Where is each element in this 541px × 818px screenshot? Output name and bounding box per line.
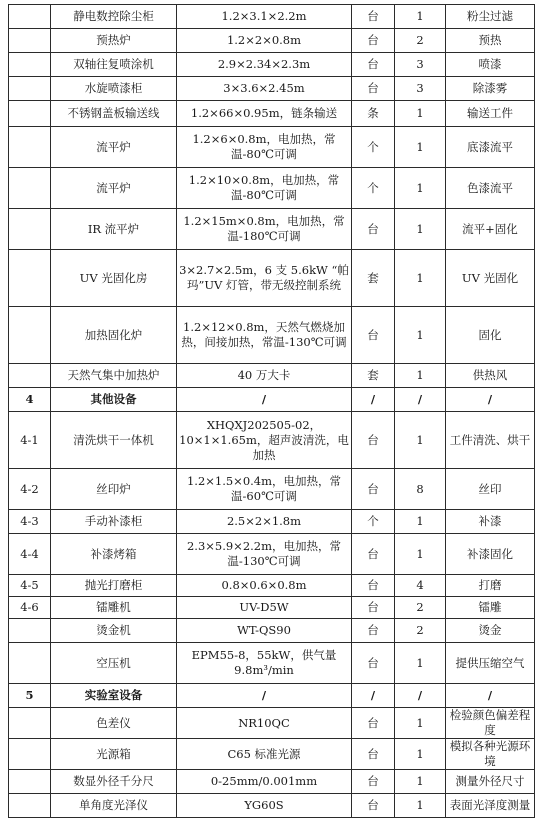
table-row xyxy=(9,643,535,684)
section-row xyxy=(9,684,535,708)
cell-use: 底漆流平 xyxy=(446,127,535,168)
cell-spec: UV-D5W xyxy=(177,597,352,619)
cell-unit: 台 xyxy=(352,794,395,818)
cell-unit: 台 xyxy=(352,643,395,684)
section-row xyxy=(9,388,535,412)
cell-qty: 1 xyxy=(395,101,446,127)
cell-no: 4-6 xyxy=(9,597,51,619)
cell-use: 丝印 xyxy=(446,469,535,510)
cell-use: / xyxy=(446,684,535,708)
cell-no: 4-5 xyxy=(9,575,51,597)
cell-use: 预热 xyxy=(446,29,535,53)
cell-spec: NR10QC xyxy=(177,708,352,739)
cell-no xyxy=(9,619,51,643)
cell-name: 烫金机 xyxy=(51,619,177,643)
cell-qty: 3 xyxy=(395,77,446,101)
cell-use: 喷漆 xyxy=(446,53,535,77)
table-row xyxy=(9,469,535,510)
cell-unit: 台 xyxy=(352,209,395,250)
cell-no xyxy=(9,168,51,209)
table-row xyxy=(9,364,535,388)
cell-use: 补漆固化 xyxy=(446,534,535,575)
cell-name: 双轴往复喷涂机 xyxy=(51,53,177,77)
cell-name: 其他设备 xyxy=(51,388,177,412)
cell-no xyxy=(9,739,51,770)
cell-name: 丝印炉 xyxy=(51,469,177,510)
cell-unit: 台 xyxy=(352,575,395,597)
cell-no: 4 xyxy=(9,388,51,412)
cell-unit: 台 xyxy=(352,5,395,29)
table-row xyxy=(9,534,535,575)
table-row xyxy=(9,575,535,597)
cell-no xyxy=(9,127,51,168)
cell-use: / xyxy=(446,388,535,412)
cell-name: 不锈钢盖板输送线 xyxy=(51,101,177,127)
cell-no xyxy=(9,29,51,53)
cell-unit: 套 xyxy=(352,364,395,388)
cell-qty: 2 xyxy=(395,29,446,53)
cell-qty: 1 xyxy=(395,770,446,794)
table-row xyxy=(9,619,535,643)
cell-qty: 1 xyxy=(395,5,446,29)
cell-name: 天然气集中加热炉 xyxy=(51,364,177,388)
cell-unit: 个 xyxy=(352,127,395,168)
cell-name: 镭雕机 xyxy=(51,597,177,619)
cell-use: 固化 xyxy=(446,307,535,364)
cell-spec: 0-25mm/0.001mm xyxy=(177,770,352,794)
table-row xyxy=(9,101,535,127)
cell-spec: 1.2×3.1×2.2m xyxy=(177,5,352,29)
cell-no xyxy=(9,307,51,364)
cell-qty: 1 xyxy=(395,739,446,770)
cell-spec: 0.8×0.6×0.8m xyxy=(177,575,352,597)
cell-use: 表面光泽度测量 xyxy=(446,794,535,818)
cell-use: 检验颜色偏差程度 xyxy=(446,708,535,739)
table-row xyxy=(9,5,535,29)
cell-use: 粉尘过滤 xyxy=(446,5,535,29)
cell-spec: 3×2.7×2.5m，6 支 5.6kW “帕玛”UV 灯管，带无级控制系统 xyxy=(177,250,352,307)
cell-no: 4-2 xyxy=(9,469,51,510)
cell-name: 手动补漆柜 xyxy=(51,510,177,534)
cell-qty: 3 xyxy=(395,53,446,77)
cell-spec: 1.2×10×0.8m，电加热，常温-80℃可调 xyxy=(177,168,352,209)
cell-qty: 1 xyxy=(395,307,446,364)
cell-use: 供热风 xyxy=(446,364,535,388)
cell-spec: EPM55-8，55kW，供气量 9.8m³/min xyxy=(177,643,352,684)
cell-no: 4-1 xyxy=(9,412,51,469)
cell-name: 静电数控除尘柜 xyxy=(51,5,177,29)
cell-qty: 4 xyxy=(395,575,446,597)
cell-unit: 台 xyxy=(352,534,395,575)
cell-qty: 1 xyxy=(395,209,446,250)
cell-use: 输送工件 xyxy=(446,101,535,127)
cell-spec: C65 标准光源 xyxy=(177,739,352,770)
cell-name: 数显外径千分尺 xyxy=(51,770,177,794)
cell-no: 5 xyxy=(9,684,51,708)
table-row xyxy=(9,794,535,818)
table-row xyxy=(9,209,535,250)
cell-unit: 台 xyxy=(352,53,395,77)
table-row xyxy=(9,770,535,794)
cell-unit: 台 xyxy=(352,770,395,794)
cell-unit: 台 xyxy=(352,708,395,739)
cell-use: 模拟各种光源环境 xyxy=(446,739,535,770)
cell-name: 色差仪 xyxy=(51,708,177,739)
cell-unit: 台 xyxy=(352,739,395,770)
cell-no xyxy=(9,77,51,101)
cell-spec: / xyxy=(177,684,352,708)
cell-qty: 2 xyxy=(395,619,446,643)
cell-spec: XHQXJ202505-02，10×1×1.65m，超声波清洗，电加热 xyxy=(177,412,352,469)
cell-qty: 1 xyxy=(395,168,446,209)
cell-qty: 2 xyxy=(395,597,446,619)
cell-use: UV 光固化 xyxy=(446,250,535,307)
cell-name: UV 光固化房 xyxy=(51,250,177,307)
cell-unit: 台 xyxy=(352,77,395,101)
cell-qty: 1 xyxy=(395,534,446,575)
cell-no xyxy=(9,364,51,388)
table-row xyxy=(9,29,535,53)
cell-name: 单角度光泽仪 xyxy=(51,794,177,818)
table-row xyxy=(9,510,535,534)
cell-qty: 1 xyxy=(395,708,446,739)
cell-spec: 40 万大卡 xyxy=(177,364,352,388)
cell-unit: 台 xyxy=(352,619,395,643)
table-row xyxy=(9,739,535,770)
cell-name: 抛光打磨柜 xyxy=(51,575,177,597)
cell-spec: 3×3.6×2.45m xyxy=(177,77,352,101)
cell-spec: 2.9×2.34×2.3m xyxy=(177,53,352,77)
cell-qty: 1 xyxy=(395,127,446,168)
cell-name: 清洗烘干一体机 xyxy=(51,412,177,469)
cell-use: 镭雕 xyxy=(446,597,535,619)
cell-spec: 2.5×2×1.8m xyxy=(177,510,352,534)
cell-spec: YG60S xyxy=(177,794,352,818)
table-row xyxy=(9,597,535,619)
cell-spec: / xyxy=(177,388,352,412)
cell-spec: 2.3×5.9×2.2m，电加热，常温-130℃可调 xyxy=(177,534,352,575)
cell-unit: / xyxy=(352,388,395,412)
cell-name: IR 流平炉 xyxy=(51,209,177,250)
cell-no xyxy=(9,5,51,29)
cell-name: 水旋喷漆柜 xyxy=(51,77,177,101)
table-row xyxy=(9,168,535,209)
cell-qty: 1 xyxy=(395,364,446,388)
cell-no xyxy=(9,209,51,250)
cell-use: 工件清洗、烘干 xyxy=(446,412,535,469)
cell-use: 补漆 xyxy=(446,510,535,534)
table-row xyxy=(9,708,535,739)
cell-unit: 个 xyxy=(352,168,395,209)
cell-no xyxy=(9,53,51,77)
cell-no xyxy=(9,101,51,127)
cell-qty: 1 xyxy=(395,250,446,307)
cell-use: 除漆雾 xyxy=(446,77,535,101)
cell-name: 加热固化炉 xyxy=(51,307,177,364)
equipment-table xyxy=(8,4,535,818)
cell-no xyxy=(9,770,51,794)
cell-spec: 1.2×6×0.8m，电加热，常温-80℃可调 xyxy=(177,127,352,168)
cell-no xyxy=(9,708,51,739)
cell-use: 色漆流平 xyxy=(446,168,535,209)
cell-name: 空压机 xyxy=(51,643,177,684)
cell-unit: 个 xyxy=(352,510,395,534)
cell-qty: 1 xyxy=(395,794,446,818)
cell-unit: 台 xyxy=(352,597,395,619)
cell-qty: 1 xyxy=(395,510,446,534)
table-row xyxy=(9,250,535,307)
cell-name: 补漆烤箱 xyxy=(51,534,177,575)
cell-spec: 1.2×66×0.95m，链条输送 xyxy=(177,101,352,127)
cell-unit: 台 xyxy=(352,412,395,469)
table-row xyxy=(9,77,535,101)
cell-use: 打磨 xyxy=(446,575,535,597)
cell-use: 测量外径尺寸 xyxy=(446,770,535,794)
cell-use: 烫金 xyxy=(446,619,535,643)
cell-spec: 1.2×15m×0.8m，电加热，常温-180℃可调 xyxy=(177,209,352,250)
cell-unit: 台 xyxy=(352,469,395,510)
cell-unit: 台 xyxy=(352,307,395,364)
cell-unit: 条 xyxy=(352,101,395,127)
cell-no xyxy=(9,794,51,818)
cell-unit: 套 xyxy=(352,250,395,307)
cell-name: 实验室设备 xyxy=(51,684,177,708)
cell-qty: 1 xyxy=(395,412,446,469)
table-row xyxy=(9,127,535,168)
cell-qty: 8 xyxy=(395,469,446,510)
cell-qty: 1 xyxy=(395,643,446,684)
cell-spec: WT-QS90 xyxy=(177,619,352,643)
cell-no xyxy=(9,643,51,684)
cell-name: 流平炉 xyxy=(51,168,177,209)
cell-unit: 台 xyxy=(352,29,395,53)
cell-use: 提供压缩空气 xyxy=(446,643,535,684)
cell-qty: / xyxy=(395,388,446,412)
cell-unit: / xyxy=(352,684,395,708)
cell-name: 光源箱 xyxy=(51,739,177,770)
cell-spec: 1.2×12×0.8m，天然气燃烧加热，间接加热，常温-130℃可调 xyxy=(177,307,352,364)
cell-spec: 1.2×1.5×0.4m，电加热，常温-60℃可调 xyxy=(177,469,352,510)
table-row xyxy=(9,53,535,77)
table-row xyxy=(9,307,535,364)
cell-qty: / xyxy=(395,684,446,708)
cell-name: 预热炉 xyxy=(51,29,177,53)
cell-spec: 1.2×2×0.8m xyxy=(177,29,352,53)
cell-name: 流平炉 xyxy=(51,127,177,168)
table-row xyxy=(9,412,535,469)
cell-no xyxy=(9,250,51,307)
cell-no: 4-3 xyxy=(9,510,51,534)
cell-no: 4-4 xyxy=(9,534,51,575)
cell-use: 流平+固化 xyxy=(446,209,535,250)
